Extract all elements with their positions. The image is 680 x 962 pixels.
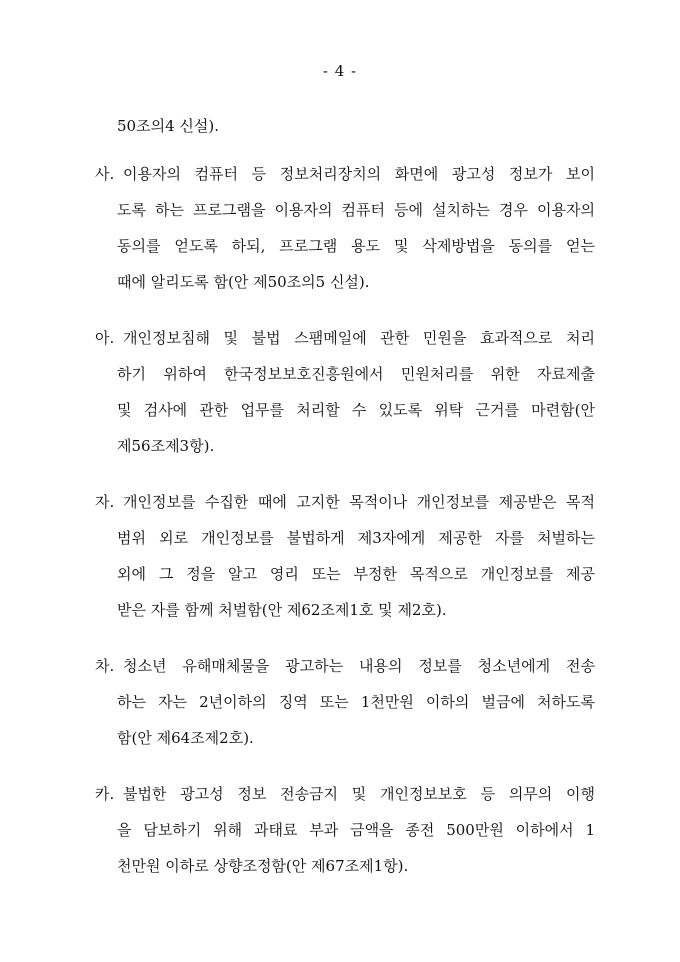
item-label: 아. <box>95 329 115 347</box>
item-label: 카. <box>95 785 115 803</box>
list-item-cha <box>0 648 680 756</box>
item-line: 때에 알리도록 함(안 제50조의5 신설). <box>117 273 370 291</box>
item-line: 범위 외로 개인정보를 불법하게 제3자에게 제공한 자를 처벌하는 <box>117 529 595 547</box>
item-line: 제56조제3항). <box>117 437 215 455</box>
item-line: 받은 자를 함께 처벌함(안 제62조제1호 및 제2호). <box>117 601 447 619</box>
item-label: 사. <box>95 165 115 183</box>
intro-line: 50조의4 신설). <box>117 117 219 135</box>
item-line: 청소년 유해매체물을 광고하는 내용의 정보를 청소년에게 전송 <box>123 657 595 675</box>
page-number: - 4 - <box>322 62 358 80</box>
item-line: 하기 위하여 한국정보보호진흥원에서 민원처리를 위한 자료제출 <box>117 365 595 383</box>
item-line: 함(안 제64조제2호). <box>117 729 254 747</box>
item-line: 불법한 광고성 정보 전송금지 및 개인정보보호 등 의무의 이행 <box>123 785 595 803</box>
item-line: 을 담보하기 위해 과태료 부과 금액을 종전 500만원 이하에서 1 <box>117 821 595 839</box>
document-body <box>0 108 680 904</box>
list-item-a <box>0 320 680 464</box>
item-line: 외에 그 정을 알고 영리 또는 부정한 목적으로 개인정보를 제공 <box>117 565 595 583</box>
item-line: 동의를 얻도록 하되, 프로그램 용도 및 삭제방법을 동의를 얻는 <box>117 237 595 255</box>
item-line: 하는 자는 2년이하의 징역 또는 1천만원 이하의 벌금에 처하도록 <box>117 693 595 711</box>
item-line: 및 검사에 관한 업무를 처리할 수 있도록 위탁 근거를 마련함(안 <box>117 401 595 419</box>
item-line: 천만원 이하로 상향조정함(안 제67조제1항). <box>117 857 409 875</box>
list-item-ja <box>0 484 680 628</box>
item-line: 이용자의 컴퓨터 등 정보처리장치의 화면에 광고성 정보가 보이 <box>123 165 595 183</box>
list-item-sa <box>0 156 680 300</box>
item-label: 자. <box>95 493 115 511</box>
list-item-ka <box>0 776 680 884</box>
item-line: 개인정보를 수집한 때에 고지한 목적이나 개인정보를 제공받은 목적 <box>123 493 595 511</box>
item-label: 차. <box>95 657 115 675</box>
item-line: 도록 하는 프로그램을 이용자의 컴퓨터 등에 설치하는 경우 이용자의 <box>117 201 595 219</box>
item-line: 개인정보침해 및 불법 스팸메일에 관한 민원을 효과적으로 처리 <box>123 329 595 347</box>
